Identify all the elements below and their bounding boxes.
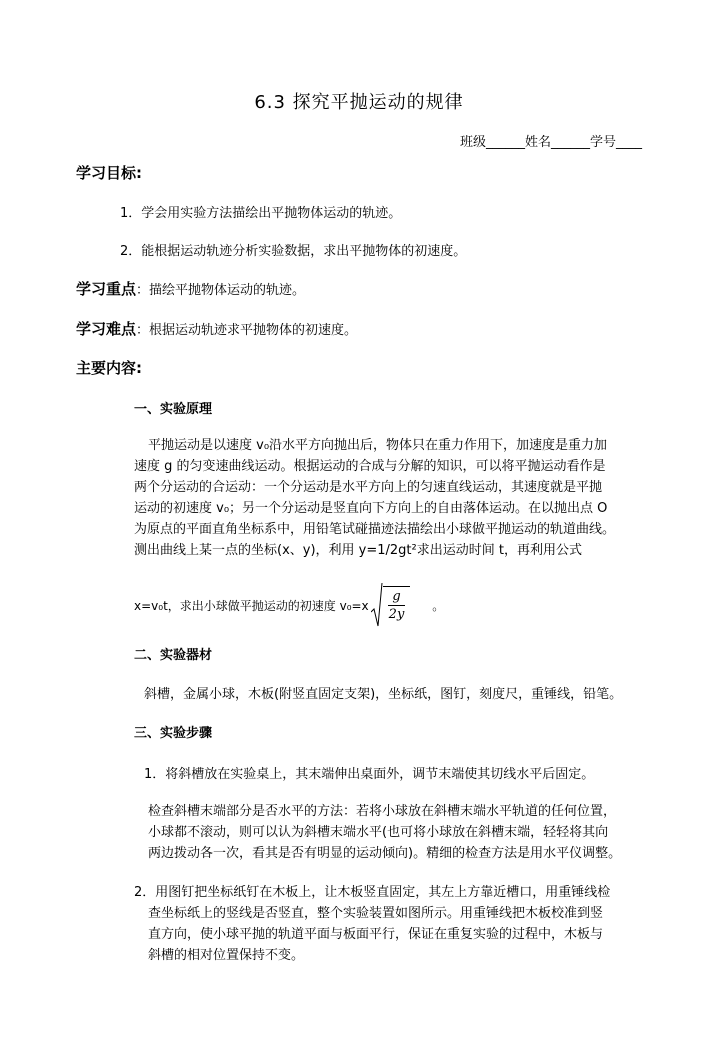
section1-line-3: 两个分运动的合运动：一个分运动是水平方向上的匀速直线运动，其速度就是平抛	[134, 480, 603, 495]
step-2-line-2: 查坐标纸上的竖线是否竖直，整个实验装置如图所示。用重锤线把木板校准到竖	[148, 906, 604, 921]
sqrt-icon	[371, 582, 383, 628]
fraction-denominator: 2y	[388, 607, 405, 622]
step-1-note-line-2: 小球都不滚动，则可以认为斜槽末端水平(也可将小球放在斜槽末端，轻轻将其向	[148, 825, 609, 840]
section2-heading: 二、实验器材	[134, 648, 213, 663]
section3-heading: 三、实验步骤	[134, 726, 213, 741]
key-point-label: 学习重点	[76, 280, 137, 298]
section1-line-2: 速度 g 的匀变速曲线运动。根据运动的合成与分解的知识，可以将平抛运动看作是	[134, 459, 606, 474]
sqrt-expression	[371, 582, 411, 628]
fraction	[383, 586, 411, 628]
page-title: 6.3 探究平抛运动的规律	[254, 92, 464, 113]
difficulty-row	[76, 318, 357, 339]
main-content-heading: 主要内容:	[76, 359, 142, 377]
difficulty-text: ：根据运动轨迹求平抛物体的初速度。	[136, 323, 358, 338]
section1-line-5: 为原点的平面直角坐标系中，用铅笔试碰描迹法描绘出小球做平抛运动的轨道曲线。	[134, 522, 616, 537]
objective-item-1: 1．学会用实验方法描绘出平抛物体运动的轨迹。	[120, 206, 402, 221]
section1-line-1: 平抛运动是以速度 v₀沿水平方向抛出后，物体只在重力作用下，加速度是重力加	[148, 438, 608, 453]
section1-body	[134, 435, 694, 561]
step-1: 1．将斜槽放在实验桌上，其末端伸出桌面外，调节末端使其切线水平后固定。	[144, 767, 595, 782]
section2-text: 斜槽，金属小球，木板(附竖直固定支架)，坐标纸，图钉，刻度尺，重锤线，铅笔。	[144, 687, 623, 702]
section1-line-6: 测出曲线上某一点的坐标(x、y)，利用 y=1/2gt²求出运动时间 t，再利用公式	[134, 543, 582, 558]
student-info: 班级______姓名______学号____	[459, 135, 642, 150]
step-2	[134, 882, 694, 966]
fraction-numerator: g	[388, 589, 404, 606]
step-2-line-4: 斜槽的相对位置保持不变。	[148, 948, 305, 963]
objective-item-2: 2．能根据运动轨迹分析实验数据，求出平抛物体的初速度。	[120, 244, 467, 259]
step-2-line-1: 2．用图钉把坐标纸钉在木板上，让木板竖直固定，其左上方靠近槽口，用重锤线检	[134, 885, 611, 900]
objectives-heading: 学习目标:	[76, 164, 142, 182]
section1-line-4: 运动的初速度 v₀；另一个分运动是竖直向下方向上的自由落体运动。在以抛出点 O	[134, 501, 608, 516]
section1-heading: 一、实验原理	[134, 402, 213, 417]
step-2-line-3: 直方向，使小球平抛的轨道平面与板面平行，保证在重复实验的过程中，木板与	[148, 927, 604, 942]
step-1-note	[148, 801, 698, 864]
velocity-formula	[134, 582, 444, 628]
formula-end: 。	[432, 598, 445, 613]
difficulty-label: 学习难点	[76, 320, 137, 338]
key-point-row	[76, 278, 305, 299]
step-1-note-line-3: 两边拨动各一次，看其是否有明显的运动倾向)。精细的检查方法是用水平仪调整。	[148, 846, 622, 861]
formula-text: x=v₀t，求出小球做平抛运动的初速度 v₀=x	[134, 598, 369, 613]
step-1-note-line-1: 检查斜槽末端部分是否水平的方法：若将小球放在斜槽末端水平轨道的任何位置，	[148, 804, 617, 819]
key-point-text: ：描绘平抛物体运动的轨迹。	[136, 283, 306, 298]
